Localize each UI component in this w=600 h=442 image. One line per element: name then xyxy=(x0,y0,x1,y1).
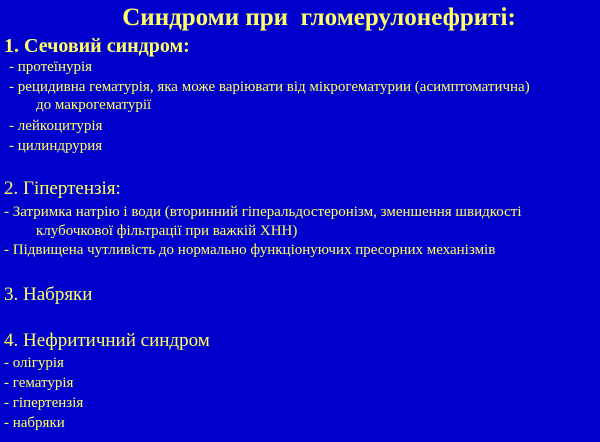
section-4-item: - гематурія xyxy=(4,375,74,391)
section-2-item-continuation: клубочкової фільтрації при важкій ХНН) xyxy=(36,223,298,239)
slide-title: Синдроми при гломерулонефриті: xyxy=(122,4,516,31)
section-2-item: - Підвищена чутливість до нормально функціонуючих пресорних механізмів xyxy=(4,242,496,258)
section-1-heading: 1. Сечовий синдром: xyxy=(4,35,190,57)
section-1-item: - рецидивна гематурія, яка може варіювати від мікрогематурии (асимптоматична) xyxy=(9,79,530,95)
section-4-heading: 4. Нефритичний синдром xyxy=(4,330,210,351)
section-4-item: - набряки xyxy=(4,415,65,431)
section-2-heading: 2. Гіпертензія: xyxy=(4,178,121,199)
section-4-item: - гіпертензія xyxy=(4,395,84,411)
section-1-item-continuation: до макрогематурії xyxy=(36,97,152,113)
section-1-item: - цилиндрурия xyxy=(9,138,103,154)
section-3-heading: 3. Набряки xyxy=(4,284,93,305)
section-2-item: - Затримка натрію і води (вторинний гіперальдостеронізм, зменшення швидкості xyxy=(4,204,522,220)
section-1-item: - лейкоцитурія xyxy=(9,118,103,134)
section-4-item: - олігурія xyxy=(4,355,64,371)
section-1-item: - протеїнурія xyxy=(9,59,93,75)
